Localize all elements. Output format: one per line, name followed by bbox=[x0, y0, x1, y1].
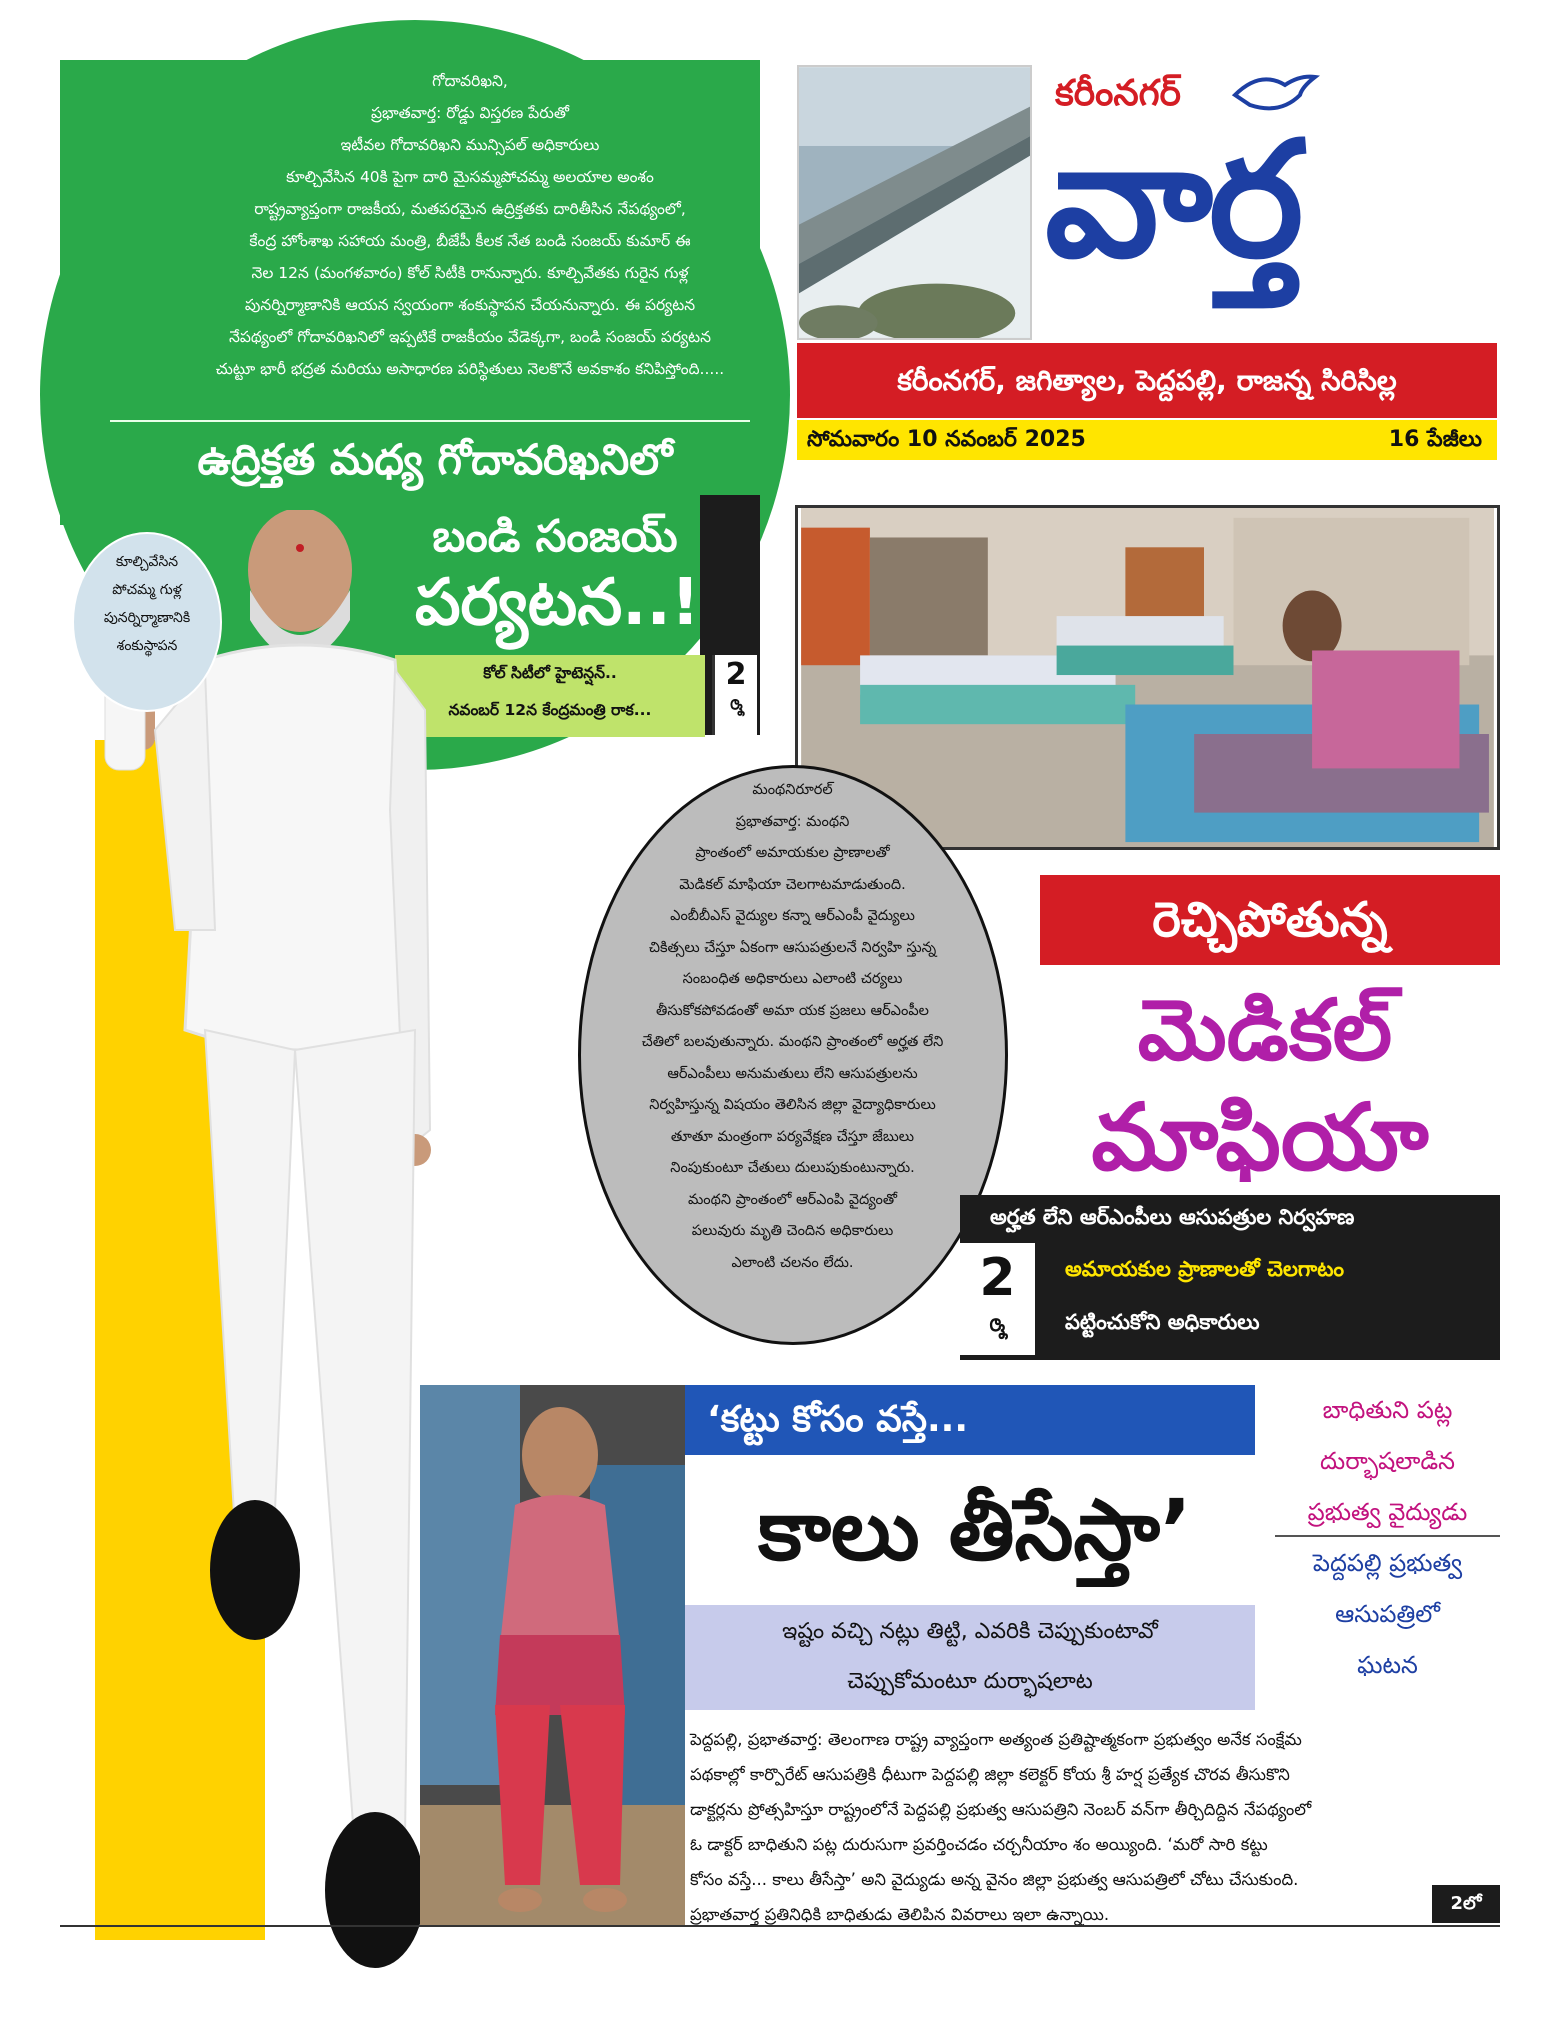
foundation-caption-circle bbox=[72, 532, 222, 712]
quote-headline: కాలు తీసేస్తా’ bbox=[758, 1481, 1192, 1579]
caption-line: శంకుస్థాపన bbox=[116, 638, 178, 654]
doctor-story-body bbox=[690, 1722, 1500, 1932]
body-line: కోసం వస్తే... కాలు తీసేస్తా’ అని వైద్యుడు అన్న వైనం జిల్లా ప్రభుత్వ ఆసుపత్రిలో చోటు చేసుకుంది. bbox=[690, 1870, 1299, 1889]
story-line: నింపుకుంటూ చేతులు దులుపుకుంటున్నారు. bbox=[670, 1160, 915, 1176]
story-line: చేతిలో బలవుతున్నారు. మంథని ప్రాంతంలో అర్హత లేని bbox=[641, 1034, 944, 1050]
badge-suffix: లో bbox=[985, 1317, 1010, 1339]
subheadline-line: నవంబర్ 12న కేంద్రమంత్రి రాక... bbox=[448, 701, 652, 719]
story-line: మంథనిరూరల్ bbox=[752, 782, 833, 798]
story-line: తీసుకోకపోవడంతో అమా యక ప్రజలు ఆర్ఎంపీల bbox=[656, 1002, 929, 1019]
badge-page-number: 2 bbox=[979, 1248, 1016, 1308]
story-line: ఇటీవల గోదావరిఖని మున్సిపల్ అధికారులు bbox=[340, 136, 600, 154]
brand-subtitle: కరీంనగర్ bbox=[1055, 73, 1182, 114]
medical-mafia-story-text bbox=[590, 775, 995, 1279]
story-line: ప్రభాతవార్త: రోడ్డు విస్తరణ పేరుతో bbox=[370, 104, 569, 122]
bandi-sanjay-story-text bbox=[180, 65, 760, 385]
story-line: గోదావరిఖని, bbox=[432, 72, 508, 90]
continued-page-badge[interactable] bbox=[960, 1243, 1038, 1355]
continued-page-badge[interactable] bbox=[712, 655, 757, 735]
story-line: పునర్నిర్మాణానికి ఆయన స్వయంగా శంకుస్థాపన చేయనున్నారు. ఈ పర్యటన bbox=[244, 296, 696, 314]
quote-kicker-banner: ‘కట్టు కోసం వస్తే... bbox=[685, 1385, 1255, 1455]
story-line: నెల 12న (మంగళవారం) కోల్ సిటీకి రానున్నారు. కూల్చివేతకు గురైన గుళ్ల bbox=[251, 264, 689, 282]
side-highlights bbox=[1275, 1385, 1500, 1691]
body-line: పథకాల్లో కార్పొరేట్ ఆసుపత్రికి ధీటుగా పెద్దపల్లి జిల్లా కలెక్టర్ కోయ శ్రీ హర్ష ప్రత్యేక చొరవ తీసుకొని bbox=[690, 1765, 1290, 1784]
divider bbox=[60, 1925, 1500, 1927]
subheadline-line: ఇష్టం వచ్చి నట్లు తిట్టి, ఎవరికి చెప్పుకుంటావో bbox=[782, 1619, 1158, 1644]
story-line: పలువురు మృతి చెందిన అధికారులు bbox=[691, 1223, 894, 1239]
story-line: మెడికల్ మాఫియా చెలగాటమాడుతుంది. bbox=[679, 876, 906, 893]
story-line: తూతూ మంత్రంగా పర్యవేక్షణ చేస్తూ జేబులు bbox=[670, 1128, 915, 1145]
story-line: కూల్చివేసిన 40కి పైగా దారి మైసమ్మపోచమ్మ అలయాల అంశం bbox=[286, 168, 654, 186]
page-count: 16 పేజీలు bbox=[1388, 427, 1482, 452]
mafia-headline-line2: మాఫియా bbox=[1091, 1084, 1429, 1191]
continued-page-link[interactable]: 2లో bbox=[1432, 1885, 1500, 1923]
mafia-highlights-box bbox=[960, 1195, 1500, 1360]
story-line: ఎలాంటి చలనం లేదు. bbox=[731, 1254, 854, 1271]
victim-photo bbox=[420, 1385, 685, 1925]
story-line: చికిత్సలు చేస్తూ ఏకంగా ఆసుపత్రులనే నిర్వహి స్తున్న bbox=[648, 939, 937, 956]
story-line: ప్రభాతవార్త: మంథని bbox=[735, 813, 850, 830]
story-line: నేపథ్యంలో గోదావరిఖనిలో ఇప్పటికే రాజకీయం వేడెక్కగా, బండి సంజయ్ పర్యటన bbox=[228, 328, 711, 346]
story-line: ఎంబీబీఎస్ వైద్యుల కన్నా ఆర్ఎంపీ వైద్యులు bbox=[670, 908, 915, 924]
mafia-headline-line1: మెడికల్ bbox=[1137, 981, 1393, 1079]
body-line: డాక్టర్లను ప్రోత్సహిస్తూ రాష్ట్రంలోనే పెద్దపల్లి ప్రభుత్వ ఆసుపత్రిని నెంబర్ వన్‌గా తీర్చిదిద్దిన నేపథ్యంలో bbox=[690, 1800, 1312, 1819]
body-line: పెద్దపల్లి, ప్రభాతవార్త: తెలంగాణ రాష్ట్ర వ్యాప్తంగా అత్యంత ప్రతిష్టాత్మకంగా ప్రభుత్వం అనేక సంక్షేమ bbox=[690, 1730, 1302, 1749]
story-line: ఆర్ఎంపీలు అనుమతులు లేని ఆసుపత్రులను bbox=[667, 1065, 918, 1082]
divider bbox=[110, 420, 750, 422]
story-line: సంబంధిత అధికారులు ఎలాంటి చర్యలు bbox=[682, 971, 903, 987]
highlight-line: అమాయకుల ప్రాణాలతో చెలగాటం bbox=[1065, 1257, 1345, 1281]
caption-line: పోచమ్మ గుళ్ల bbox=[112, 582, 182, 598]
issue-date: సోమవారం 10 నవంబర్ 2025 bbox=[807, 427, 1086, 452]
quote-subheadline-box bbox=[685, 1605, 1255, 1710]
caption-line: కూల్చివేసిన bbox=[115, 554, 179, 570]
dam-photo bbox=[797, 65, 1032, 340]
subheadline-line: చెప్పుకోమంటూ దుర్భాషలాట bbox=[847, 1669, 1093, 1694]
brand-logo: వార్త bbox=[1045, 106, 1300, 293]
headline-top: ఉద్రిక్తత మధ్య గోదావరిఖనిలో bbox=[197, 435, 673, 484]
dateline-bar bbox=[797, 420, 1497, 460]
badge-suffix: లో bbox=[727, 698, 746, 716]
side-line: ఆసుపత్రిలో bbox=[1335, 1600, 1440, 1628]
highlight-line: అర్హత లేని ఆర్ఎంపీలు ఆసుపత్రుల నిర్వహణ bbox=[990, 1205, 1355, 1229]
subheadline-line: కోల్ సిటీలో హైటెన్షన్.. bbox=[483, 664, 617, 682]
districts-banner: కరీంనగర్, జగిత్యాల, పెద్దపల్లి, రాజన్న సిరిసిల్ల bbox=[797, 343, 1497, 418]
story-line: మంథని ప్రాంతంలో ఆర్ఎంపి వైద్యంతో bbox=[687, 1191, 898, 1208]
kicker-banner: రెచ్చిపోతున్న bbox=[1040, 875, 1500, 965]
headline-name: బండి సంజయ్ bbox=[432, 511, 678, 562]
badge-page-number: 2 bbox=[725, 657, 747, 692]
story-line: ప్రాంతంలో అమాయకుల ప్రాణాలతో bbox=[695, 845, 890, 861]
body-line: ఓ డాక్టర్ బాధితుని పట్ల దురుసుగా ప్రవర్తించడం చర్చనీయాం శం అయ్యింది. ‘మరో సారి కట్టు bbox=[690, 1835, 1268, 1854]
caption-line: పునర్నిర్మాణానికి bbox=[103, 610, 191, 626]
divider bbox=[1275, 1535, 1500, 1537]
side-line: పెద్దపల్లి ప్రభుత్వ bbox=[1312, 1549, 1463, 1577]
body-line: ప్రభాతవార్త ప్రతినిధికి బాధితుడు తెలిపిన వివరాలు ఇలా ఉన్నాయి. bbox=[690, 1905, 1110, 1924]
story-line: నిర్వహిస్తున్న విషయం తెలిసిన జిల్లా వైద్యాధికారులు bbox=[649, 1097, 936, 1113]
person-photo bbox=[85, 510, 455, 1980]
side-line: దుర్భాషలాడిన bbox=[1319, 1447, 1456, 1475]
side-line: బాధితుని పట్ల bbox=[1322, 1396, 1453, 1424]
highlight-line: పట్టించుకోని అధికారులు bbox=[1065, 1310, 1260, 1334]
story-line: చుట్టూ భారీ భద్రత మరియు అసాధారణ పరిస్థితులు నెలకొనే అవకాశం కనిపిస్తోంది..... bbox=[215, 360, 725, 378]
headline-big: పర్యటన..! bbox=[415, 566, 700, 640]
story-line: రాష్ట్రవ్యాప్తంగా రాజకీయ, మతపరమైన ఉద్రిక్తతకు దారితీసిన నేపథ్యంలో, bbox=[254, 200, 686, 218]
side-line: ప్రభుత్వ వైద్యుడు bbox=[1307, 1498, 1468, 1526]
side-line: ఘటన bbox=[1357, 1651, 1418, 1679]
story-line: కేంద్ర హోంశాఖ సహాయ మంత్రి, బీజేపీ కీలక నేత బండి సంజయ్ కుమార్ ఈ bbox=[249, 232, 691, 250]
